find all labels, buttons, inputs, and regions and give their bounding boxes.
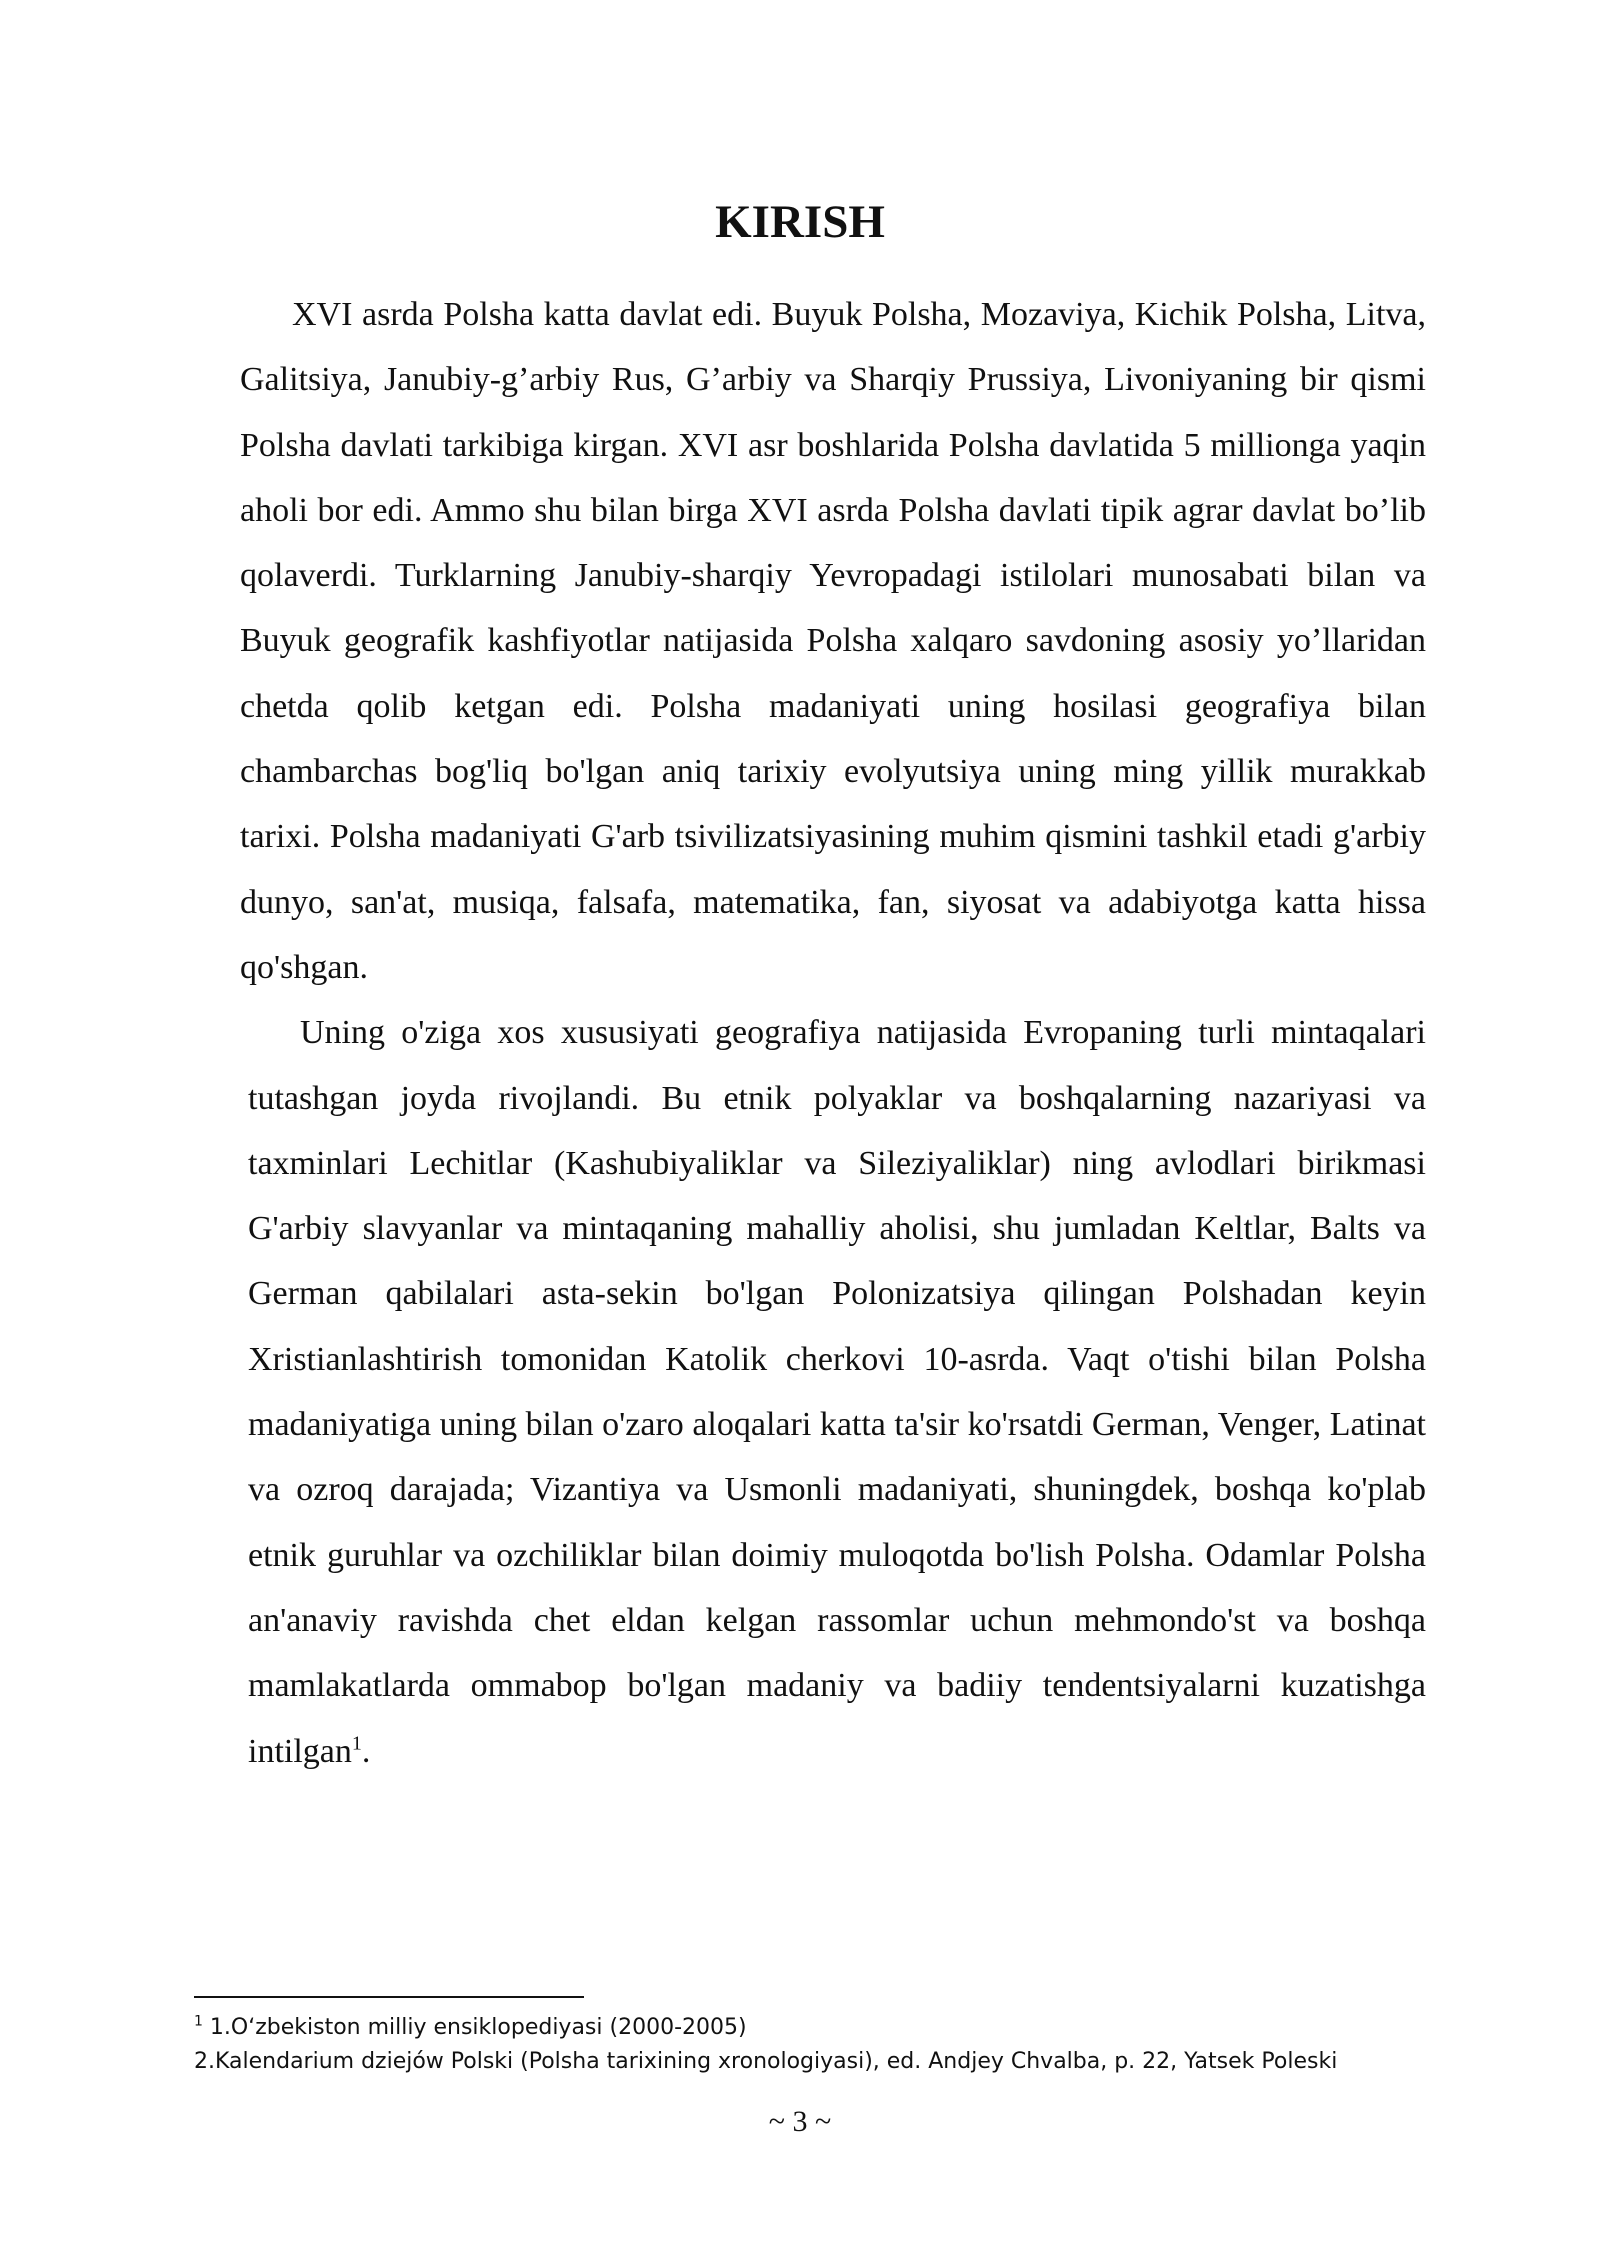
page-number: ~ 3 ~ bbox=[768, 2105, 832, 2138]
footnote-marker: 1 bbox=[194, 2013, 203, 2030]
footnote-1-text: 1.O‘zbekiston milliy ensiklopediyasi (2000-2005) bbox=[202, 2015, 747, 2040]
footnotes bbox=[194, 2011, 1444, 2079]
footnote-2: 2.Kalendarium dziejów Polski (Polsha tarixining xronologiyasi), ed. Andjey Chvalba, p. 22, Yatsek Poleski bbox=[194, 2049, 1338, 2074]
paragraph-1: XVI asrda Polsha katta davlat edi. Buyuk Polsha, Mozaviya, Kichik Polsha, Litva, Galitsiya, Janubiy-g’arbiy Rus, G’arbiy va Sharqiy Prussiya, Livoniyaning bir qismi Polsha davlati tarkibiga kirgan. XVI asr boshlarida Polsha davlatida 5 millionga yaqin aholi bor edi. Ammo shu bilan birga XVI asrda Polsha davlati tipik agrar davlat bo’lib qolaverdi. Turklarning Janubiy-sharqiy Yevropadagi istilolari munosabati bilan va Buyuk geografik kashfiyotlar natijasida Polsha xalqaro savdoning asosiy yo’llaridan chetda qolib ketgan edi. Polsha madaniyati uning hosilasi geografiya bilan chambarchas bog'liq bo'lgan aniq tarixiy evolyutsiya uning ming yillik murakkab tarixi. Polsha madaniyati G'arb tsivilizatsiyasining muhim qismini tashkil etadi g'arbiy dunyo, san'at, musiqa, falsafa, matematika, fan, siyosat va adabiyotga katta hissa qo'shgan. bbox=[240, 296, 1426, 986]
paragraph-2 bbox=[240, 1000, 1426, 1784]
footnote-1 bbox=[194, 2011, 1444, 2045]
paragraph-2-end: . bbox=[361, 1732, 371, 1770]
paragraph-2-text: Uning o'ziga xos xususiyati geografiya natijasida Evropaning turli mintaqalari tutashgan joyda rivojlandi. Bu etnik polyaklar va boshqalarning nazariyasi va taxminlari Lechitlar (Kashubiyaliklar va Sileziyaliklar) ning avlodlari birikmasi G'arbiy slavyanlar va mintaqaning mahalliy aholisi, shu jumladan Keltlar, Balts va German qabilalari asta-sekin bo'lgan Polonizatsiya qilingan Polshadan keyin Xristianlashtirish tomonidan Katolik cherkovi 10-asrda. Vaqt o'tishi bilan Polsha madaniyatiga uning bilan o'zaro aloqalari katta ta'sir ko'rsatdi German, Venger, Latinat va ozroq darajada; Vizantiya va Usmonli madaniyati, shuningdek, boshqa ko'plab etnik guruhlar va ozchiliklar bilan doimiy muloqotda bo'lish Polsha. Odamlar Polsha an'anaviy ravishda chet eldan kelgan rassomlar uchun mehmondo'st va boshqa mamlakatlarda ommabop bo'lgan madaniy va badiiy tendentsiyalarni kuzatishga intilgan bbox=[248, 1014, 1426, 1770]
page-title: KIRISH bbox=[715, 196, 885, 248]
footnote-separator bbox=[194, 1996, 584, 1998]
body-text bbox=[240, 282, 1426, 1784]
footnote-reference[interactable]: 1 bbox=[351, 1732, 362, 1755]
